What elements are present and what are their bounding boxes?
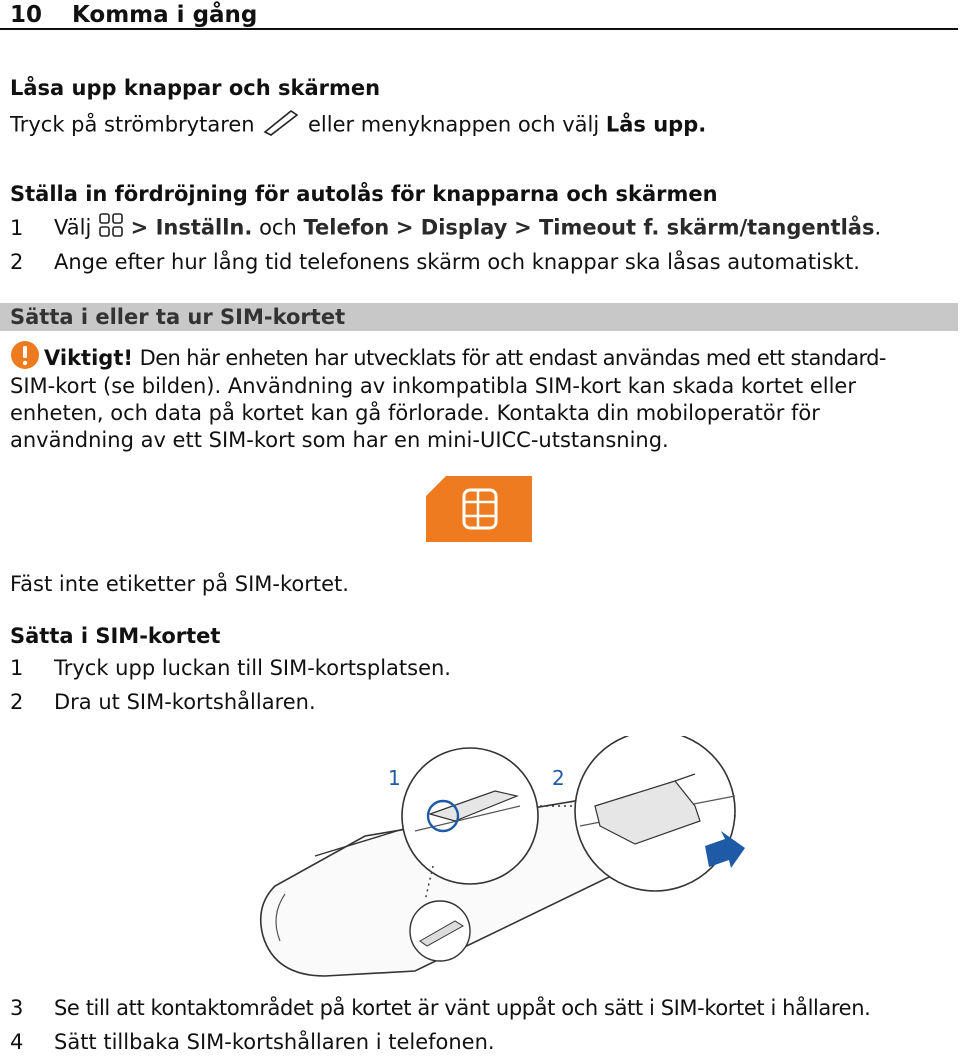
step-text: Tryck upp luckan till SIM-kortsplatsen. bbox=[54, 656, 451, 680]
header-rule bbox=[0, 28, 958, 30]
unlock-heading: Låsa upp knappar och skärmen bbox=[10, 76, 381, 100]
unlock-text-after: eller menyknappen och välj bbox=[307, 112, 600, 137]
page-number: 10 bbox=[10, 2, 43, 28]
path-settings: > Inställn. bbox=[130, 215, 253, 240]
step-1-pre: Välj bbox=[54, 215, 92, 240]
unlock-text bbox=[10, 108, 706, 143]
sim-card-image bbox=[426, 476, 532, 546]
warning-line-4: användning av ett SIM-kort som har en mini-UICC-utstansning. bbox=[10, 428, 669, 452]
path-phone: Telefon bbox=[303, 215, 390, 240]
step-number: 1 bbox=[10, 656, 24, 680]
step-number: 4 bbox=[10, 1030, 24, 1054]
section-title: Sätta i eller ta ur SIM-kortet bbox=[10, 305, 346, 329]
warning-line-3: enheten, och data på kortet kan gå förlorade. Kontakta din mobiloperatör för bbox=[10, 401, 820, 425]
path-end: . bbox=[874, 215, 882, 240]
step-number: 2 bbox=[10, 690, 24, 714]
insert-step-4 bbox=[10, 1028, 495, 1056]
step-number: 3 bbox=[10, 996, 24, 1020]
path-och: och bbox=[259, 215, 297, 240]
menu-grid-icon bbox=[98, 212, 124, 245]
note-text: Fäst inte etiketter på SIM-kortet. bbox=[10, 572, 349, 596]
step-number: 2 bbox=[10, 250, 24, 274]
callout-2-label: 2 bbox=[552, 766, 565, 790]
step-2-text: Ange efter hur lång tid telefonens skärm och knappar ska låsas automatiskt. bbox=[54, 250, 860, 274]
step-text: Sätt tillbaka SIM-kortshållaren i telefonen. bbox=[54, 1030, 495, 1054]
callout-1-label: 1 bbox=[388, 766, 401, 790]
path-timeout: > Timeout f. skärm/tangentlås bbox=[514, 215, 875, 240]
insert-step-3 bbox=[10, 994, 870, 1022]
autolock-heading: Ställa in fördröjning för autolås för knapparna och skärmen bbox=[10, 182, 718, 206]
warning-text-1: Den här enheten har utvecklats för att endast användas med ett standard- bbox=[139, 346, 886, 370]
warning-line-2: SIM-kort (se bilden). Användning av inkompatibla SIM-kort kan skada kortet eller bbox=[10, 374, 856, 398]
chapter-title: Komma i gång bbox=[72, 2, 258, 28]
page-header bbox=[10, 0, 257, 30]
warning-line-1 bbox=[44, 344, 886, 372]
path-display: > Display bbox=[395, 215, 508, 240]
insert-step-1 bbox=[10, 654, 451, 682]
power-key-icon bbox=[261, 108, 301, 143]
section-band bbox=[0, 303, 958, 331]
step-number: 1 bbox=[10, 215, 24, 240]
autolock-step-2 bbox=[10, 248, 860, 276]
sim-tray-illustration bbox=[255, 736, 755, 990]
warning-icon bbox=[10, 340, 40, 374]
unlock-text-before: Tryck på strömbrytaren bbox=[10, 112, 255, 137]
warning-label: Viktigt! bbox=[44, 346, 133, 370]
insert-heading: Sätta i SIM-kortet bbox=[10, 624, 221, 648]
step-text: Se till att kontaktområdet på kortet är vänt uppåt och sätt i SIM-kortet i hållaren. bbox=[54, 996, 871, 1020]
autolock-step-1 bbox=[10, 212, 881, 245]
unlock-action: Lås upp. bbox=[605, 112, 707, 137]
step-text: Dra ut SIM-kortshållaren. bbox=[54, 690, 316, 714]
insert-step-2 bbox=[10, 688, 316, 716]
